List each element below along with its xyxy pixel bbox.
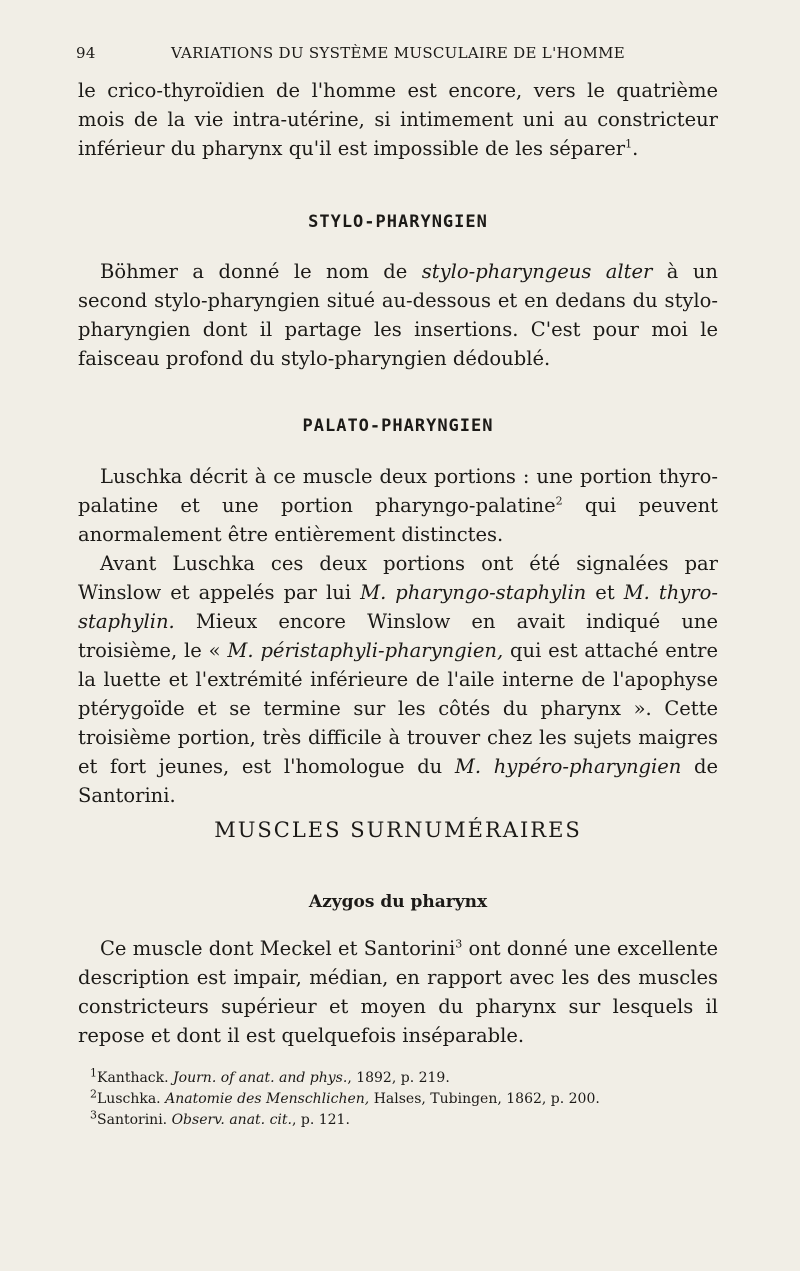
- footnote-num: 1: [90, 1066, 97, 1080]
- footnote-1: [90, 1068, 720, 1089]
- intro-paragraph: [78, 76, 718, 163]
- stylo-text-b: à un second stylo-pharyngien situé au-dessous et en dedans du stylo-pharyngien dont il partage les insertions. C'est pour moi le faisceau profond du stylo-pharyngien dédoublé.: [78, 260, 718, 370]
- stylo-text-a: Böhmer a donné le nom de: [100, 260, 422, 283]
- azygos-text-a: Ce muscle dont Meckel et Santorini: [100, 937, 456, 960]
- stylo-paragraph: [78, 257, 718, 373]
- azygos-text-b: ont donné une excellente description est impair, médian, en rapport avec les des muscles constricteurs supérieur et moyen du pharynx sur lesquels il repose et dont il est quelquefois inséparable.: [78, 937, 718, 1047]
- palato-p2-italic-2: M. thyro-staphylin.: [78, 581, 718, 633]
- intro-end: .: [632, 137, 639, 160]
- heading-stylo-pharyngien: STYLO-PHARYNGIEN: [308, 212, 488, 232]
- page-header: [76, 44, 720, 70]
- palato-p2-c: Mieux encore Winslow en avait indiqué une troisième, le «: [78, 610, 718, 662]
- palato-p2-b: et: [586, 581, 624, 604]
- footnote-ref-3: 3: [455, 937, 463, 951]
- footnote-2: [90, 1089, 720, 1110]
- footnote-author: Luschka.: [97, 1091, 166, 1107]
- footnote-title: Anatomie des Menschlichen,: [165, 1091, 370, 1107]
- footnote-title: Observ. anat. cit.: [171, 1112, 292, 1128]
- footnote-author: Kanthack.: [97, 1070, 174, 1086]
- footnote-ref-2: 2: [555, 494, 563, 508]
- footnotes: [90, 1068, 720, 1131]
- palato-p2-italic-1: M. pharyngo-staphylin: [360, 581, 587, 604]
- palato-p2-italic-3: M. péristaphyli-pharyngien,: [227, 639, 504, 662]
- heading-muscles-surnumeraires: MUSCLES SURNUMÉRAIRES: [214, 818, 582, 842]
- footnote-3: [90, 1110, 720, 1131]
- footnote-ref: , p. 121.: [291, 1112, 350, 1128]
- palato-p1-a: Luschka décrit à ce muscle deux portions : une portion thyro-palatine et une portion pharyngo-palatine: [78, 465, 718, 517]
- footnote-author: Santorini.: [97, 1112, 172, 1128]
- palato-p1-b: qui peuvent anormalement être entièrement distinctes.: [78, 494, 718, 546]
- page-number: 94: [76, 44, 96, 62]
- footnote-num: 3: [90, 1108, 97, 1122]
- azygos-paragraph: [78, 934, 718, 1050]
- palato-paragraphs: [78, 462, 718, 810]
- footnote-ref: Halses, Tubingen, 1862, p. 200.: [369, 1091, 600, 1107]
- palato-p2-d: qui est attaché entre la luette et l'extrémité inférieure de l'aile interne de l'apophyse ptérygoïde et se termine sur les côtés du pharynx ». Cette troisième portion, très difficile à trouver chez les sujets maigres et fort jeunes, est l'homologue du: [78, 639, 719, 778]
- heading-palato-pharyngien: PALATO-PHARYNGIEN: [302, 416, 494, 436]
- footnote-ref-1: 1: [625, 137, 633, 151]
- stylo-italic: stylo-pharyngeus alter: [421, 260, 653, 283]
- running-title: VARIATIONS DU SYSTÈME MUSCULAIRE DE L'HOMME: [170, 44, 626, 62]
- footnote-ref: , 1892, p. 219.: [347, 1070, 450, 1086]
- subheading-azygos: Azygos du pharynx: [308, 892, 488, 912]
- footnote-title: Journ. of anat. and phys.: [173, 1070, 348, 1086]
- palato-p2-italic-4: M. hypéro-pharyngien: [454, 755, 682, 778]
- intro-text: le crico-thyroïdien de l'homme est encore, vers le quatrième mois de la vie intra-utérine, si intimement uni au constricteur inférieur du pharynx qu'il est impossible de les séparer: [78, 79, 718, 160]
- palato-p2-a: Avant Luschka ces deux portions ont été signalées par Winslow et appelés par lui: [78, 552, 718, 604]
- footnote-num: 2: [90, 1087, 97, 1101]
- palato-p2-e: de Santorini.: [78, 755, 718, 807]
